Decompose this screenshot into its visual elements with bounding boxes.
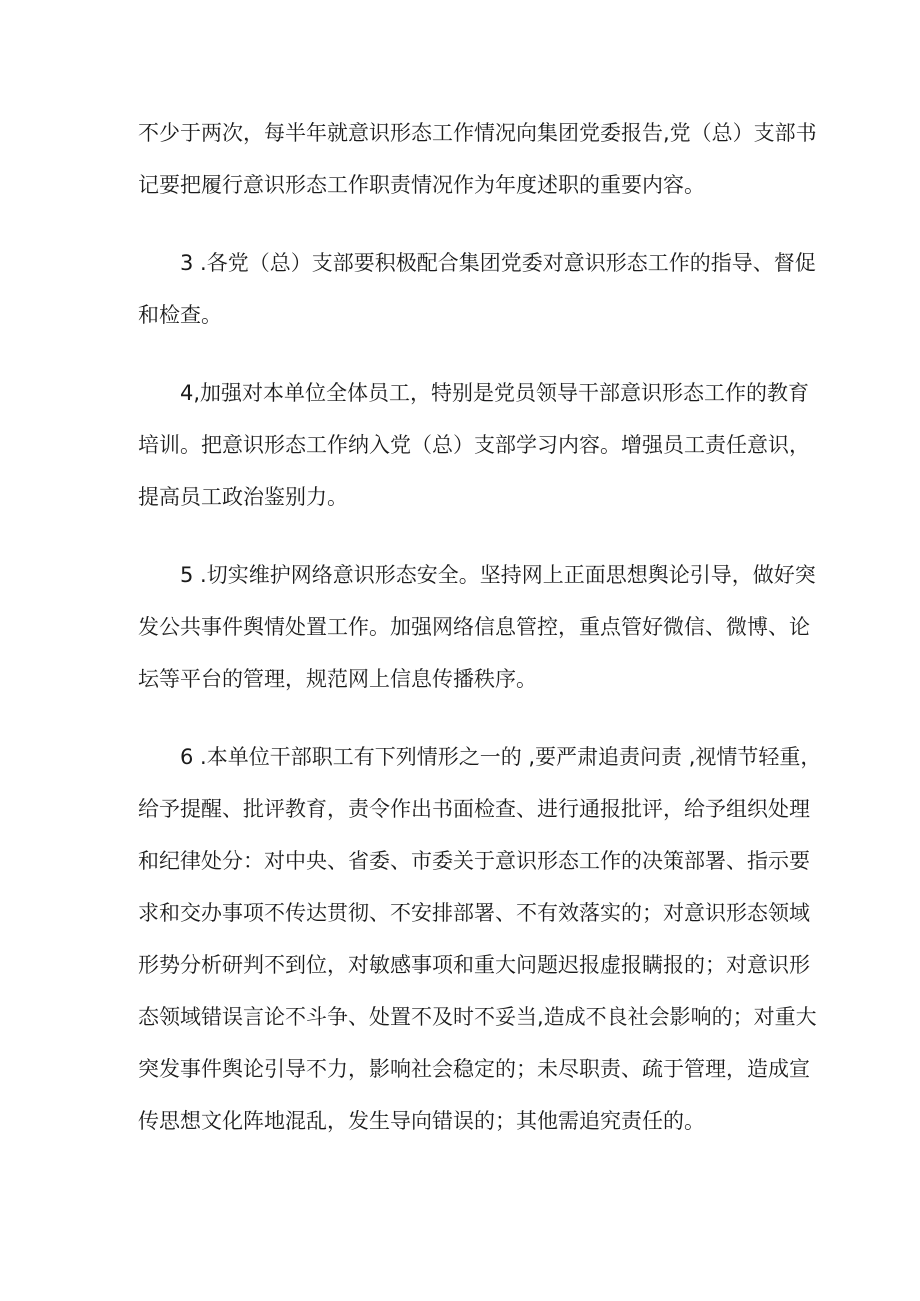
text-line: 发公共事件舆情处置工作。加强网络信息管控，重点管好微信、微博、论: [138, 615, 810, 639]
text-line: 突发事件舆论引导不力，影响社会稳定的；未尽职责、疏于管理，造成宣: [138, 1057, 810, 1081]
text-line: 和纪律处分：对中央、省委、市委关于意识形态工作的决策部署、指示要: [138, 849, 810, 873]
text-line: 不少于两次，每半年就意识形态工作情况向集团党委报告,党（总）支部书: [138, 121, 817, 145]
text-line: 坛等平台的管理，规范网上信息传播秩序。: [138, 667, 537, 691]
text-line: 3 .各党（总）支部要积极配合集团党委对意识形态工作的指导、督促: [180, 251, 816, 275]
text-line: 4,加强对本单位全体员工，特别是党员领导干部意识形态工作的教育: [180, 381, 810, 405]
text-line: 和检查。: [138, 303, 222, 327]
text-line: 给予提醒、批评教育，责令作出书面检查、进行通报批评，给予组织处理: [138, 797, 810, 821]
text-line: 培训。把意识形态工作纳入党（总）支部学习内容。增强员工责任意识，: [138, 433, 810, 457]
text-line: 传思想文化阵地混乱，发生导向错误的；其他需追究责任的。: [138, 1109, 705, 1133]
text-line: 5 .切实维护网络意识形态安全。坚持网上正面思想舆论引导，做好突: [180, 563, 816, 587]
text-line: 6 .本单位干部职工有下列情形之一的 ,要严肃追责问责 ,视情节轻重，: [180, 745, 822, 769]
text-line: 求和交办事项不传达贯彻、不安排部署、不有效落实的；对意识形态领域: [138, 901, 810, 925]
text-line: 态领域错误言论不斗争、处置不及时不妥当,造成不良社会影响的；对重大: [138, 1005, 817, 1029]
text-line: 记要把履行意识形态工作职责情况作为年度述职的重要内容。: [138, 173, 705, 197]
text-line: 形势分析研判不到位，对敏感事项和重大问题迟报虚报瞒报的；对意识形: [138, 953, 810, 977]
text-line: 提高员工政治鉴别力。: [138, 485, 348, 509]
